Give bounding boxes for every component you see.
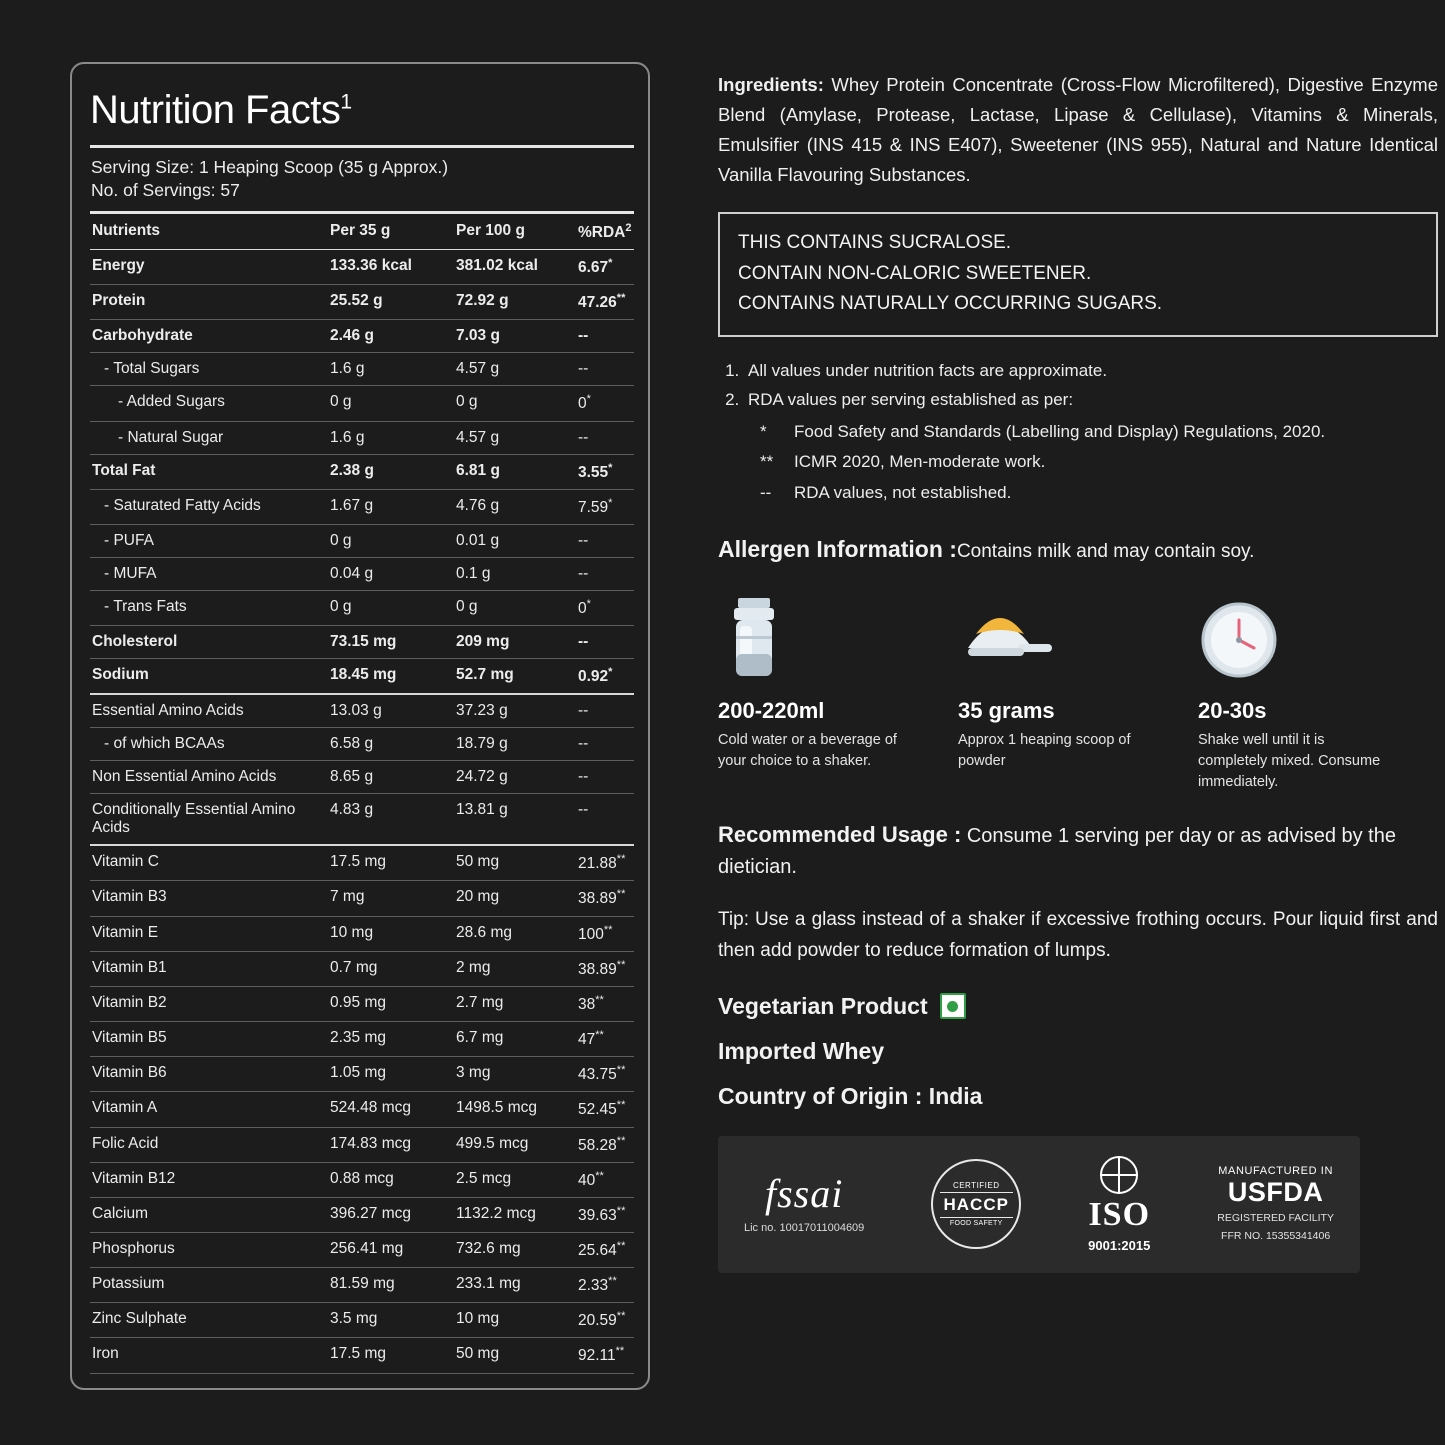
clock-icon (1198, 592, 1438, 684)
usfda-sub-text-2: FFR NO. 15355341406 (1221, 1229, 1331, 1242)
country-of-origin-label: Country of Origin : India (718, 1082, 983, 1109)
haccp-top-text: CERTIFIED (952, 1181, 1000, 1191)
rda-value-cell: 2.33** (576, 1268, 634, 1303)
per-100g-value-cell: 0.01 g (454, 524, 576, 557)
nutrient-name-cell: Cholesterol (90, 626, 328, 659)
rda-footnote-mark: ** (616, 958, 626, 971)
per-100g-value-cell: 4.76 g (454, 489, 576, 524)
per-100g-value-cell: 0 g (454, 590, 576, 625)
clock-icon-svg (1198, 592, 1280, 684)
nutrition-facts-panel (70, 62, 650, 1385)
rda-value-cell: -- (576, 320, 634, 353)
per-serving-value-cell: 17.5 mg (328, 845, 454, 881)
rda-footnote-mark: ** (603, 923, 613, 936)
rda-footnote-mark: ** (616, 1064, 626, 1077)
per-serving-value-cell: 18.45 mg (328, 659, 454, 695)
per-100g-value-cell: 20 mg (454, 881, 576, 916)
table-header-cell: %RDA$^2$ (576, 213, 634, 250)
table-row (90, 794, 634, 846)
nutrient-name-cell: Vitamin B12 (90, 1162, 328, 1197)
rda-footnote-mark: * (608, 461, 613, 474)
per-serving-value-cell: 2.38 g (328, 454, 454, 489)
per-serving-value-cell: 3.5 mg (328, 1303, 454, 1338)
rda-value-cell: 47.26** (576, 285, 634, 320)
table-row (90, 250, 634, 285)
veg-dot-icon (947, 1001, 958, 1012)
per-serving-value-cell: 25.52 g (328, 285, 454, 320)
per-100g-value-cell: 7.03 g (454, 320, 576, 353)
table-header-cell: Per 100 g (454, 213, 576, 250)
footnote-symbol-item (756, 419, 1438, 445)
usfda-top-text: MANUFACTURED IN (1218, 1165, 1333, 1178)
haccp-bottom-text: FOOD SAFETY (949, 1220, 1003, 1228)
nutrient-name-cell: Vitamin B3 (90, 881, 328, 916)
per-100g-value-cell: 732.6 mg (454, 1232, 576, 1267)
rda-value-cell: 38.89** (576, 881, 634, 916)
direction-step-desc: Cold water or a beverage of your choice to a shaker. (718, 732, 897, 770)
nutrient-name-cell: Non Essential Amino Acids (90, 761, 328, 794)
per-serving-value-cell: 0 g (328, 386, 454, 421)
per-100g-value-cell: 13.81 g (454, 794, 576, 846)
table-row (90, 659, 634, 695)
per-serving-value-cell: 73.15 mg (328, 626, 454, 659)
table-header-cell: Per 35 g (328, 213, 454, 250)
shaker-icon-svg (718, 592, 790, 684)
nutrient-name-cell: Vitamin B2 (90, 986, 328, 1021)
per-serving-value-cell: 174.83 mcg (328, 1127, 454, 1162)
per-100g-value-cell: 37.23 g (454, 694, 576, 728)
per-100g-value-cell: 50 mg (454, 1338, 576, 1373)
rda-footnote-mark: * (608, 666, 613, 679)
iso-standard-text: 9001:2015 (1088, 1237, 1151, 1253)
nutrient-name-cell: Energy (90, 250, 328, 285)
rda-value-cell: 58.28** (576, 1127, 634, 1162)
per-100g-value-cell: 1498.5 mcg (454, 1092, 576, 1127)
rda-value-cell: 40** (576, 1162, 634, 1197)
per-100g-value-cell: 209 mg (454, 626, 576, 659)
per-serving-value-cell: 81.59 mg (328, 1268, 454, 1303)
certifications-bar (718, 1136, 1360, 1273)
direction-step-scoop (958, 592, 1198, 792)
rda-value-cell: 3.55* (576, 454, 634, 489)
per-100g-value-cell: 72.92 g (454, 285, 576, 320)
rda-value-cell: 38.89** (576, 951, 634, 986)
per-serving-value-cell: 17.5 mg (328, 1338, 454, 1373)
nutrient-name-cell: Phosphorus (90, 1232, 328, 1267)
per-100g-value-cell: 1132.2 mcg (454, 1197, 576, 1232)
table-row (90, 1338, 634, 1373)
table-row (90, 1303, 634, 1338)
per-100g-value-cell: 0.1 g (454, 557, 576, 590)
rda-footnote-mark: * (586, 393, 591, 406)
table-row (90, 1092, 634, 1127)
nutrient-name-cell: Conditionally Essential Amino Acids (90, 794, 328, 846)
rda-value-cell: -- (576, 557, 634, 590)
vegetarian-label: Vegetarian Product (718, 992, 928, 1019)
table-header-row (90, 213, 634, 250)
rda-footnote-mark: ** (595, 993, 604, 1006)
direction-step-title: 200-220ml (718, 698, 825, 724)
per-100g-value-cell: 2 mg (454, 951, 576, 986)
usfda-main-text: USFDA (1227, 1177, 1324, 1208)
table-row (90, 881, 634, 916)
table-row (90, 761, 634, 794)
direction-step-shake (1198, 592, 1438, 792)
rda-header-footnote: 2 (625, 222, 632, 234)
per-100g-value-cell: 24.72 g (454, 761, 576, 794)
per-serving-value-cell: 0.88 mcg (328, 1162, 454, 1197)
per-100g-value-cell: 0 g (454, 386, 576, 421)
rda-value-cell: -- (576, 353, 634, 386)
usage-label: Recommended Usage : (718, 822, 962, 848)
table-row (90, 353, 634, 386)
rda-value-cell: -- (576, 524, 634, 557)
rda-footnote-mark: ** (608, 1275, 617, 1288)
table-row (90, 557, 634, 590)
page-title (90, 82, 634, 145)
footnote-1: 1. All values under nutrition facts are approximate. (744, 357, 1438, 386)
rda-value-cell: 38** (576, 986, 634, 1021)
haccp-main-text: HACCP (940, 1192, 1013, 1218)
per-100g-value-cell: 2.5 mcg (454, 1162, 576, 1197)
per-100g-value-cell: 10 mg (454, 1303, 576, 1338)
direction-step-desc: Shake well until it is completely mixed. Consume immediately. (1198, 732, 1381, 790)
per-serving-value-cell: 13.03 g (328, 694, 454, 728)
product-info-panel (650, 62, 1438, 1385)
rda-footnote-mark: ** (616, 853, 626, 866)
rda-value-cell: 0* (576, 386, 634, 421)
per-serving-value-cell: 10 mg (328, 916, 454, 951)
rda-value-cell: -- (576, 626, 634, 659)
per-100g-value-cell: 499.5 mcg (454, 1127, 576, 1162)
fssai-certification (744, 1171, 865, 1235)
per-100g-value-cell: 6.81 g (454, 454, 576, 489)
per-100g-value-cell: 28.6 mg (454, 916, 576, 951)
table-row (90, 916, 634, 951)
rda-value-cell: 0* (576, 590, 634, 625)
per-serving-value-cell: 2.35 mg (328, 1022, 454, 1057)
table-header-cell: Nutrients (90, 213, 328, 250)
per-serving-value-cell: 0 g (328, 524, 454, 557)
rda-value-cell: 6.67* (576, 250, 634, 285)
table-row (90, 1022, 634, 1057)
table-row (90, 489, 634, 524)
usage-tip: Tip: Use a glass instead of a shaker if excessive frothing occurs. Pour liquid first and then add powder to reduce formation of lumps. (718, 909, 1438, 962)
table-row (90, 845, 634, 881)
per-100g-value-cell: 4.57 g (454, 421, 576, 454)
nutrient-name-cell: - PUFA (90, 524, 328, 557)
per-serving-value-cell: 133.36 kcal (328, 250, 454, 285)
nutrient-name-cell: Carbohydrate (90, 320, 328, 353)
table-row (90, 626, 634, 659)
footnote-symbol-text: ICMR 2020, Men-moderate work. (794, 452, 1046, 472)
nutrient-name-cell: - MUFA (90, 557, 328, 590)
footnote-symbol: * (760, 421, 767, 441)
nutrient-name-cell: Potassium (90, 1268, 328, 1303)
table-row (90, 421, 634, 454)
per-serving-value-cell: 2.46 g (328, 320, 454, 353)
fssai-license-number: Lic no. 10017011004609 (744, 1222, 865, 1235)
per-100g-value-cell: 4.57 g (454, 353, 576, 386)
rda-value-cell: 0.92* (576, 659, 634, 695)
footnote-symbol-item (756, 449, 1438, 475)
nutrient-name-cell: - Total Sugars (90, 353, 328, 386)
nutrition-facts-box (70, 62, 650, 1390)
nutrient-name-cell: Vitamin B5 (90, 1022, 328, 1057)
scoop-icon-svg (958, 592, 1054, 684)
rda-footnote-mark: ** (595, 1169, 604, 1182)
haccp-seal-icon (931, 1159, 1021, 1249)
per-100g-value-cell: 18.79 g (454, 728, 576, 761)
haccp-certification (931, 1159, 1021, 1249)
nutrient-name-cell: Vitamin A (90, 1092, 328, 1127)
per-serving-value-cell: 1.05 mg (328, 1057, 454, 1092)
per-serving-value-cell: 6.58 g (328, 728, 454, 761)
per-serving-value-cell: 1.67 g (328, 489, 454, 524)
rda-value-cell: 21.88** (576, 845, 634, 881)
table-row (90, 590, 634, 625)
ingredients-paragraph (718, 70, 1438, 190)
rda-footnote-mark: ** (616, 888, 626, 901)
nutrient-name-cell: - of which BCAAs (90, 728, 328, 761)
fssai-logo-text: fssai (764, 1171, 844, 1217)
table-row (90, 1268, 634, 1303)
allergen-label: Allergen Information : (718, 535, 957, 562)
nutrient-name-cell: Zinc Sulphate (90, 1303, 328, 1338)
per-serving-value-cell: 256.41 mg (328, 1232, 454, 1267)
table-row (90, 524, 634, 557)
warning-line-2: CONTAIN NON-CALORIC SWEETENER. (738, 262, 1092, 284)
vegetarian-product-line (718, 993, 1438, 1020)
rda-footnote-mark: ** (616, 1310, 626, 1323)
rda-value-cell: 39.63** (576, 1197, 634, 1232)
per-serving-value-cell: 1.6 g (328, 421, 454, 454)
nutrition-table (90, 211, 634, 1374)
table-row (90, 951, 634, 986)
ingredients-text: Whey Protein Concentrate (Cross-Flow Microfiltered), Digestive Enzyme Blend (Amylase, Protease, Lactase, Lipase & Cellulase), Vitamins & Minerals, Emulsifier (INS 415 & INS E407), Sweetener (INS 955), Natural and Nature Identical Vanilla Flavouring Substances. (718, 74, 1438, 185)
rda-footnote-mark: ** (616, 1134, 626, 1147)
footnote-2-text: RDA values per serving established as per: (748, 390, 1074, 410)
nutrient-name-cell: Iron (90, 1338, 328, 1373)
table-row (90, 386, 634, 421)
table-row (90, 1127, 634, 1162)
direction-step-desc: Approx 1 heaping scoop of powder (958, 732, 1131, 770)
per-serving-value-cell: 4.83 g (328, 794, 454, 846)
per-100g-value-cell: 233.1 mg (454, 1268, 576, 1303)
rda-value-cell: -- (576, 728, 634, 761)
directions-icons-row (718, 592, 1438, 792)
table-row (90, 454, 634, 489)
footnote-symbols-list (748, 419, 1438, 506)
nutrient-name-cell: Calcium (90, 1197, 328, 1232)
footnotes-list (718, 357, 1438, 506)
warning-line-3: CONTAINS NATURALLY OCCURRING SUGARS. (738, 293, 1163, 315)
servings-count-text: No. of Servings: 57 (91, 180, 240, 200)
table-row (90, 320, 634, 353)
per-100g-value-cell: 50 mg (454, 845, 576, 881)
iso-logo-text: ISO (1088, 1195, 1151, 1233)
nutrient-name-cell: Protein (90, 285, 328, 320)
nutrient-name-cell: - Saturated Fatty Acids (90, 489, 328, 524)
globe-icon (1100, 1156, 1138, 1194)
per-100g-value-cell: 381.02 kcal (454, 250, 576, 285)
per-serving-value-cell: 0.95 mg (328, 986, 454, 1021)
per-serving-value-cell: 8.65 g (328, 761, 454, 794)
allergen-information (718, 532, 1438, 567)
table-row (90, 986, 634, 1021)
veg-mark-icon (940, 993, 966, 1019)
footnote-symbol-text: Food Safety and Standards (Labelling and Display) Regulations, 2020. (794, 421, 1326, 441)
table-row (90, 728, 634, 761)
usfda-certification (1217, 1165, 1334, 1243)
rda-value-cell: 52.45** (576, 1092, 634, 1127)
shaker-icon (718, 592, 958, 684)
rda-value-cell: -- (576, 794, 634, 846)
recommended-usage (718, 818, 1438, 883)
table-row (90, 1197, 634, 1232)
nutrient-name-cell: Total Fat (90, 454, 328, 489)
direction-step-title: 35 grams (958, 698, 1055, 724)
nutrient-name-cell: Vitamin B1 (90, 951, 328, 986)
nutrition-facts-title-text: Nutrition Facts (90, 88, 341, 132)
rda-footnote-mark: ** (615, 1345, 625, 1358)
rda-value-cell: -- (576, 421, 634, 454)
footnote-symbol: -- (760, 482, 772, 502)
per-serving-value-cell: 396.27 mcg (328, 1197, 454, 1232)
per-serving-value-cell: 1.6 g (328, 353, 454, 386)
rda-value-cell: -- (576, 694, 634, 728)
usfda-sub-text-1: REGISTERED FACILITY (1217, 1212, 1334, 1225)
direction-step-title: 20-30s (1198, 698, 1267, 724)
nutrient-name-cell: Vitamin E (90, 916, 328, 951)
rda-value-cell: 100** (576, 916, 634, 951)
ingredients-label: Ingredients: (718, 74, 824, 95)
direction-step-water (718, 592, 958, 792)
scoop-icon (958, 592, 1198, 684)
rda-footnote-mark: * (586, 597, 591, 610)
table-row (90, 1057, 634, 1092)
rda-value-cell: 7.59* (576, 489, 634, 524)
per-serving-value-cell: 524.48 mcg (328, 1092, 454, 1127)
footnote-symbol-item (756, 480, 1438, 506)
rda-footnote-mark: * (608, 257, 613, 270)
table-row (90, 285, 634, 320)
nutrient-name-cell: Vitamin B6 (90, 1057, 328, 1092)
table-row (90, 1162, 634, 1197)
per-100g-value-cell: 2.7 mg (454, 986, 576, 1021)
rda-value-cell: 47** (576, 1022, 634, 1057)
footnote-symbol-text: RDA values, not established. (794, 482, 1012, 502)
nutrient-name-cell: Essential Amino Acids (90, 694, 328, 728)
nutrition-facts-title-footnote: 1 (340, 90, 352, 114)
nutrient-name-cell: Folic Acid (90, 1127, 328, 1162)
per-100g-value-cell: 6.7 mg (454, 1022, 576, 1057)
per-100g-value-cell: 3 mg (454, 1057, 576, 1092)
rda-footnote-mark: ** (616, 1099, 626, 1112)
iso-certification (1088, 1156, 1150, 1253)
usage-text: Consume 1 serving per day or as advised by the dietician. (718, 825, 1396, 879)
rda-value-cell: 92.11** (576, 1338, 634, 1373)
rda-footnote-mark: ** (595, 1029, 604, 1042)
nutrient-name-cell: - Added Sugars (90, 386, 328, 421)
rda-footnote-mark: ** (616, 292, 626, 305)
serving-size-text: Serving Size: 1 Heaping Scoop (35 g Approx.) (91, 157, 449, 177)
per-serving-value-cell: 7 mg (328, 881, 454, 916)
footnote-symbol: ** (760, 452, 774, 472)
per-serving-value-cell: 0 g (328, 590, 454, 625)
rda-footnote-mark: ** (616, 1204, 626, 1217)
nutrient-name-cell: Sodium (90, 659, 328, 695)
imported-whey-label: Imported Whey (718, 1037, 885, 1064)
nutrient-name-cell: - Trans Fats (90, 590, 328, 625)
per-100g-value-cell: 52.7 mg (454, 659, 576, 695)
rda-footnote-mark: * (608, 496, 613, 509)
sweetener-warning-box (718, 212, 1438, 337)
per-serving-value-cell: 0.04 g (328, 557, 454, 590)
table-row (90, 1232, 634, 1267)
rda-value-cell: 25.64** (576, 1232, 634, 1267)
rda-footnote-mark: ** (616, 1239, 626, 1252)
rda-value-cell: -- (576, 761, 634, 794)
rda-value-cell: 20.59** (576, 1303, 634, 1338)
table-row (90, 694, 634, 728)
rda-value-cell: 43.75** (576, 1057, 634, 1092)
allergen-text: Contains milk and may contain soy. (956, 540, 1255, 562)
per-serving-value-cell: 0.7 mg (328, 951, 454, 986)
nutrient-name-cell: - Natural Sugar (90, 421, 328, 454)
footnote-2 (744, 386, 1438, 506)
warning-line-1: THIS CONTAINS SUCRALOSE. (738, 231, 1012, 253)
nutrient-name-cell: Vitamin C (90, 845, 328, 881)
